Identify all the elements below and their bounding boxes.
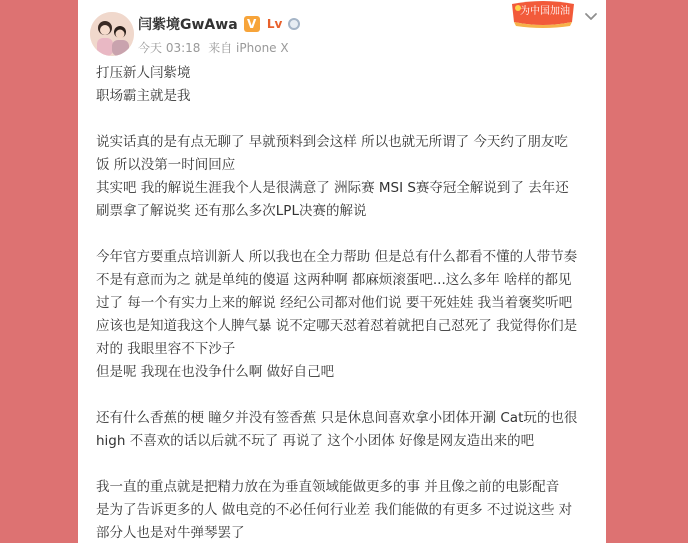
post-text-line: 打压新人闫紫境 (96, 65, 191, 81)
paragraph-gap (96, 453, 602, 476)
name-row (138, 14, 300, 34)
post-text-line: 刷票拿了解说奖 还有那么多次LPL决赛的解说 (96, 203, 367, 219)
post-text-line: 部分人也是对牛弹琴罢了 (96, 525, 245, 541)
post-text-line: 说实话真的是有点无聊了 早就预料到会这样 所以也就无所谓了 今天约了朋友吃 (96, 134, 568, 150)
promo-label: 为中国加油 (520, 6, 570, 17)
post-text-line: 是为了告诉更多的人 做电竞的不必任何行业差 我们能做的有更多 不过说这些 对 (96, 502, 573, 518)
post-text-line: 不是有意而为之 就是单纯的傻逼 这两种啊 都麻烦滚蛋吧...这么多年 啥样的都见 (96, 272, 572, 288)
post-text-line: high 不喜欢的话以后就不玩了 再说了 这个小团体 好像是网友造出来的吧 (96, 433, 535, 449)
medal-icon[interactable] (288, 18, 300, 30)
post-header (120, 0, 520, 60)
post-text-line: 我一直的重点就是把精力放在为垂直领域能做更多的事 并且像之前的电影配音 (96, 479, 560, 495)
username-link[interactable]: 闫紫境GwAwa (138, 17, 238, 33)
paragraph-gap (96, 108, 602, 131)
post-text-line: 饭 所以没第一时间回应 (96, 157, 236, 173)
chevron-down-icon[interactable] (584, 10, 598, 24)
post-source: 来自 iPhone X (208, 41, 289, 55)
paragraph-gap (96, 384, 602, 407)
post-meta (138, 39, 293, 56)
post-text-line: 应该也是知道我这个人脾气暴 说不定哪天怼着怼着就把自己怼死了 我觉得你们是 (96, 318, 578, 334)
post-text-line: 但是呢 我现在也没争什么啊 做好自己吧 (96, 364, 335, 380)
post-time[interactable]: 今天 03:18 (138, 41, 201, 55)
post-text-line: 其实吧 我的解说生涯我个人是很满意了 洲际赛 MSI S赛夺冠全解说到了 去年还 (96, 180, 569, 196)
post-text-line: 对的 我眼里容不下沙子 (96, 341, 236, 357)
promo-banner[interactable] (508, 0, 578, 28)
post-text-line: 职场霸主就是我 (96, 88, 191, 104)
post-text-line: 还有什么香蕉的梗 瞳夕并没有签香蕉 只是休息间喜欢拿小团体开涮 Cat玩的也很 (96, 410, 578, 426)
level-badge-icon[interactable]: Lv (266, 17, 283, 31)
post-text-line: 今年官方要重点培训新人 所以我也在全力帮助 但是总有什么都看不懂的人带节奏 (96, 249, 578, 265)
post-text-line: 过了 每一个有实力上来的解说 经纪公司都对他们说 要干死娃娃 我当着褒奖听吧 (96, 295, 573, 311)
post-content (96, 62, 602, 543)
verified-badge-icon[interactable]: V (244, 16, 260, 32)
paragraph-gap (96, 223, 602, 246)
weibo-post-card (78, 0, 606, 543)
